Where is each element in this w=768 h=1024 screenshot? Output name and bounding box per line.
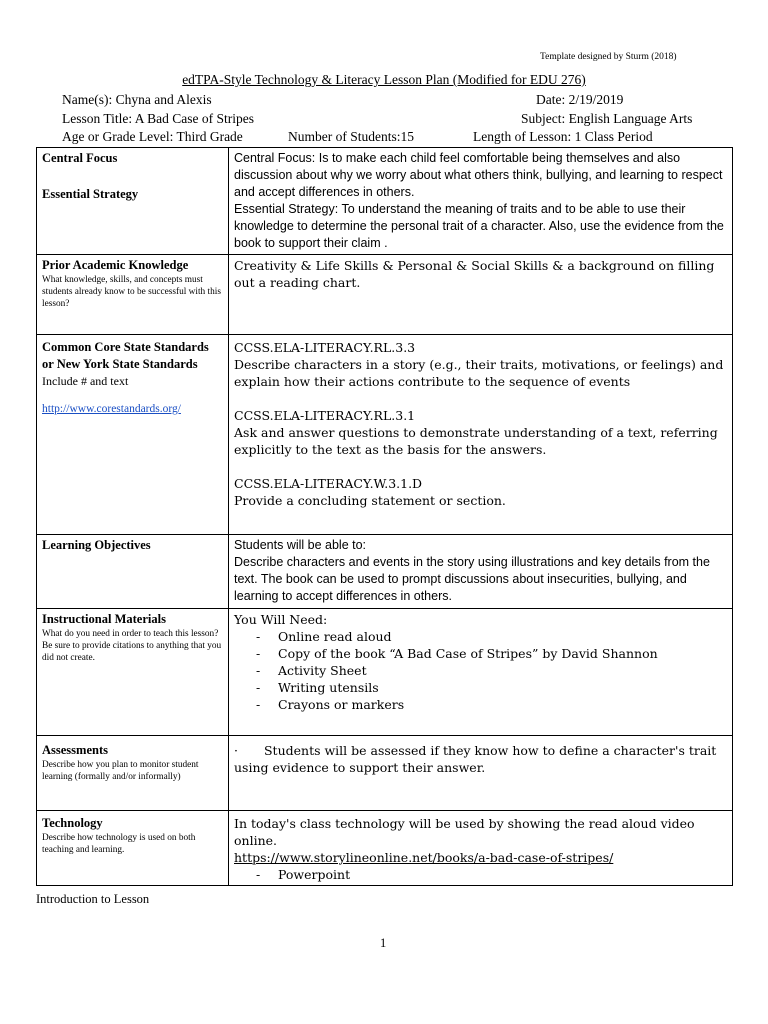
technology-item-text: Powerpoint (278, 867, 351, 882)
materials-item (234, 645, 727, 662)
corestandards-link[interactable]: http://www.corestandards.org/ (42, 403, 181, 415)
standard-text: Describe characters in a story (e.g., their traits, motivations, or feelings) and explain how their actions contribute to the sequence of events (234, 357, 724, 389)
row-learning-objectives (37, 535, 733, 609)
prior-knowledge-prompt: What knowledge, skills, and concepts must students already know to be successful with this lesson? (42, 275, 221, 309)
materials-item (234, 662, 727, 679)
essential-strategy-text: Essential Strategy: To understand the meaning of traits and to be able to use their knowledge to determine the personal trait of a character. Also, use the evidence from the book to support their claim . (234, 202, 724, 250)
objectives-text: Describe characters and events in the story using illustrations and key details from the text. The book can be used to prompt discussions about insecurities, bullying, and learning to accept differences in others. (234, 555, 710, 603)
materials-item-text: Crayons or markers (278, 697, 405, 712)
grade-field: Age or Grade Level: Third Grade (62, 129, 243, 144)
central-focus-text: Central Focus: Is to make each child feel comfortable being themselves and also discussion about why we worry about what others think, bullying, and learning to respect and accept differences in others. (234, 151, 723, 199)
technology-text: In today's class technology will be used by showing the read aloud video online. (234, 816, 695, 848)
technology-label-cell (37, 811, 229, 886)
students-field: Number of Students:15 (288, 129, 414, 144)
materials-item (234, 696, 727, 713)
dash-marker: - (256, 663, 261, 678)
materials-prompt: What do you need in order to teach this lesson? Be sure to provide citations to anything that you did not create. (42, 629, 222, 663)
central-focus-label: Central Focus (42, 151, 118, 165)
row-prior-knowledge (37, 255, 733, 335)
dash-marker: - (256, 867, 261, 882)
assessments-text: Students will be assessed if they know how to define a character's trait using evidence to support their answer. (234, 743, 717, 775)
page-number: 1 (380, 936, 387, 950)
lesson-plan-table (36, 147, 733, 886)
standards-include-note: Include # and text (42, 374, 129, 388)
standard-text: Ask and answer questions to demonstrate understanding of a text, referring explicitly to the text as the basis for the answers. (234, 425, 718, 457)
standards-content (229, 335, 733, 535)
template-credit: Template designed by Sturm (2018) (540, 52, 677, 62)
standard-text: Provide a concluding statement or section. (234, 493, 506, 508)
technology-item (234, 866, 727, 883)
technology-content (229, 811, 733, 886)
objectives-label: Learning Objectives (42, 538, 151, 552)
central-focus-content (229, 148, 733, 255)
dash-marker: - (256, 646, 261, 661)
materials-content (229, 609, 733, 736)
dash-marker: - (256, 680, 261, 695)
materials-item-text: Writing utensils (278, 680, 379, 695)
prior-knowledge-label-cell (37, 255, 229, 335)
objectives-label-cell (37, 535, 229, 609)
materials-heading: You Will Need: (234, 612, 328, 627)
assessments-content (229, 736, 733, 811)
standards-label-cell (37, 335, 229, 535)
objectives-content (229, 535, 733, 609)
standard-code: CCSS.ELA-LITERACY.W.3.1.D (234, 476, 423, 491)
document-title (0, 72, 768, 88)
prior-knowledge-label: Prior Academic Knowledge (42, 258, 189, 272)
date-field: Date: 2/19/2019 (536, 92, 624, 107)
storyline-link[interactable]: https://www.storylineonline.net/books/a-bad-case-of-stripes/ (234, 850, 614, 865)
materials-item-text: Copy of the book “A Bad Case of Stripes” by David Shannon (278, 646, 658, 661)
row-instructional-materials (37, 609, 733, 736)
technology-label: Technology (42, 816, 103, 830)
row-standards (37, 335, 733, 535)
materials-label-cell (37, 609, 229, 736)
materials-item-text: Online read aloud (278, 629, 392, 644)
materials-item (234, 679, 727, 696)
length-field: Length of Lesson: 1 Class Period (473, 129, 653, 144)
document-title-text: edTPA-Style Technology & Literacy Lesson Plan (Modified for EDU 276) (182, 72, 586, 87)
objectives-intro: Students will be able to: (234, 538, 367, 552)
materials-item (234, 628, 727, 645)
introduction-heading: Introduction to Lesson (36, 892, 150, 906)
standard-code: CCSS.ELA-LITERACY.RL.3.3 (234, 340, 416, 355)
row-central-focus (37, 148, 733, 255)
dash-marker: - (256, 629, 261, 644)
essential-strategy-label: Essential Strategy (42, 187, 139, 201)
assessments-label: Assessments (42, 743, 108, 757)
standards-label: Common Core State Standards or New York State Standards (42, 340, 209, 371)
assessments-label-cell (37, 736, 229, 811)
names-field: Name(s): Chyna and Alexis (62, 92, 212, 107)
standard-code: CCSS.ELA-LITERACY.RL.3.1 (234, 408, 416, 423)
assessments-prompt: Describe how you plan to monitor student learning (formally and/or informally) (42, 760, 199, 782)
prior-knowledge-text: Creativity & Life Skills & Personal & Social Skills & a background on filling out a reading chart. (229, 255, 733, 335)
row-technology (37, 811, 733, 886)
technology-prompt: Describe how technology is used on both teaching and learning. (42, 833, 196, 855)
lesson-title-field: Lesson Title: A Bad Case of Stripes (62, 111, 255, 126)
dash-marker: - (256, 697, 261, 712)
central-focus-label-cell (37, 148, 229, 255)
materials-item-text: Activity Sheet (278, 663, 367, 678)
materials-label: Instructional Materials (42, 612, 166, 626)
bullet-marker: · (234, 743, 238, 758)
row-assessments (37, 736, 733, 811)
subject-field: Subject: English Language Arts (521, 111, 693, 126)
